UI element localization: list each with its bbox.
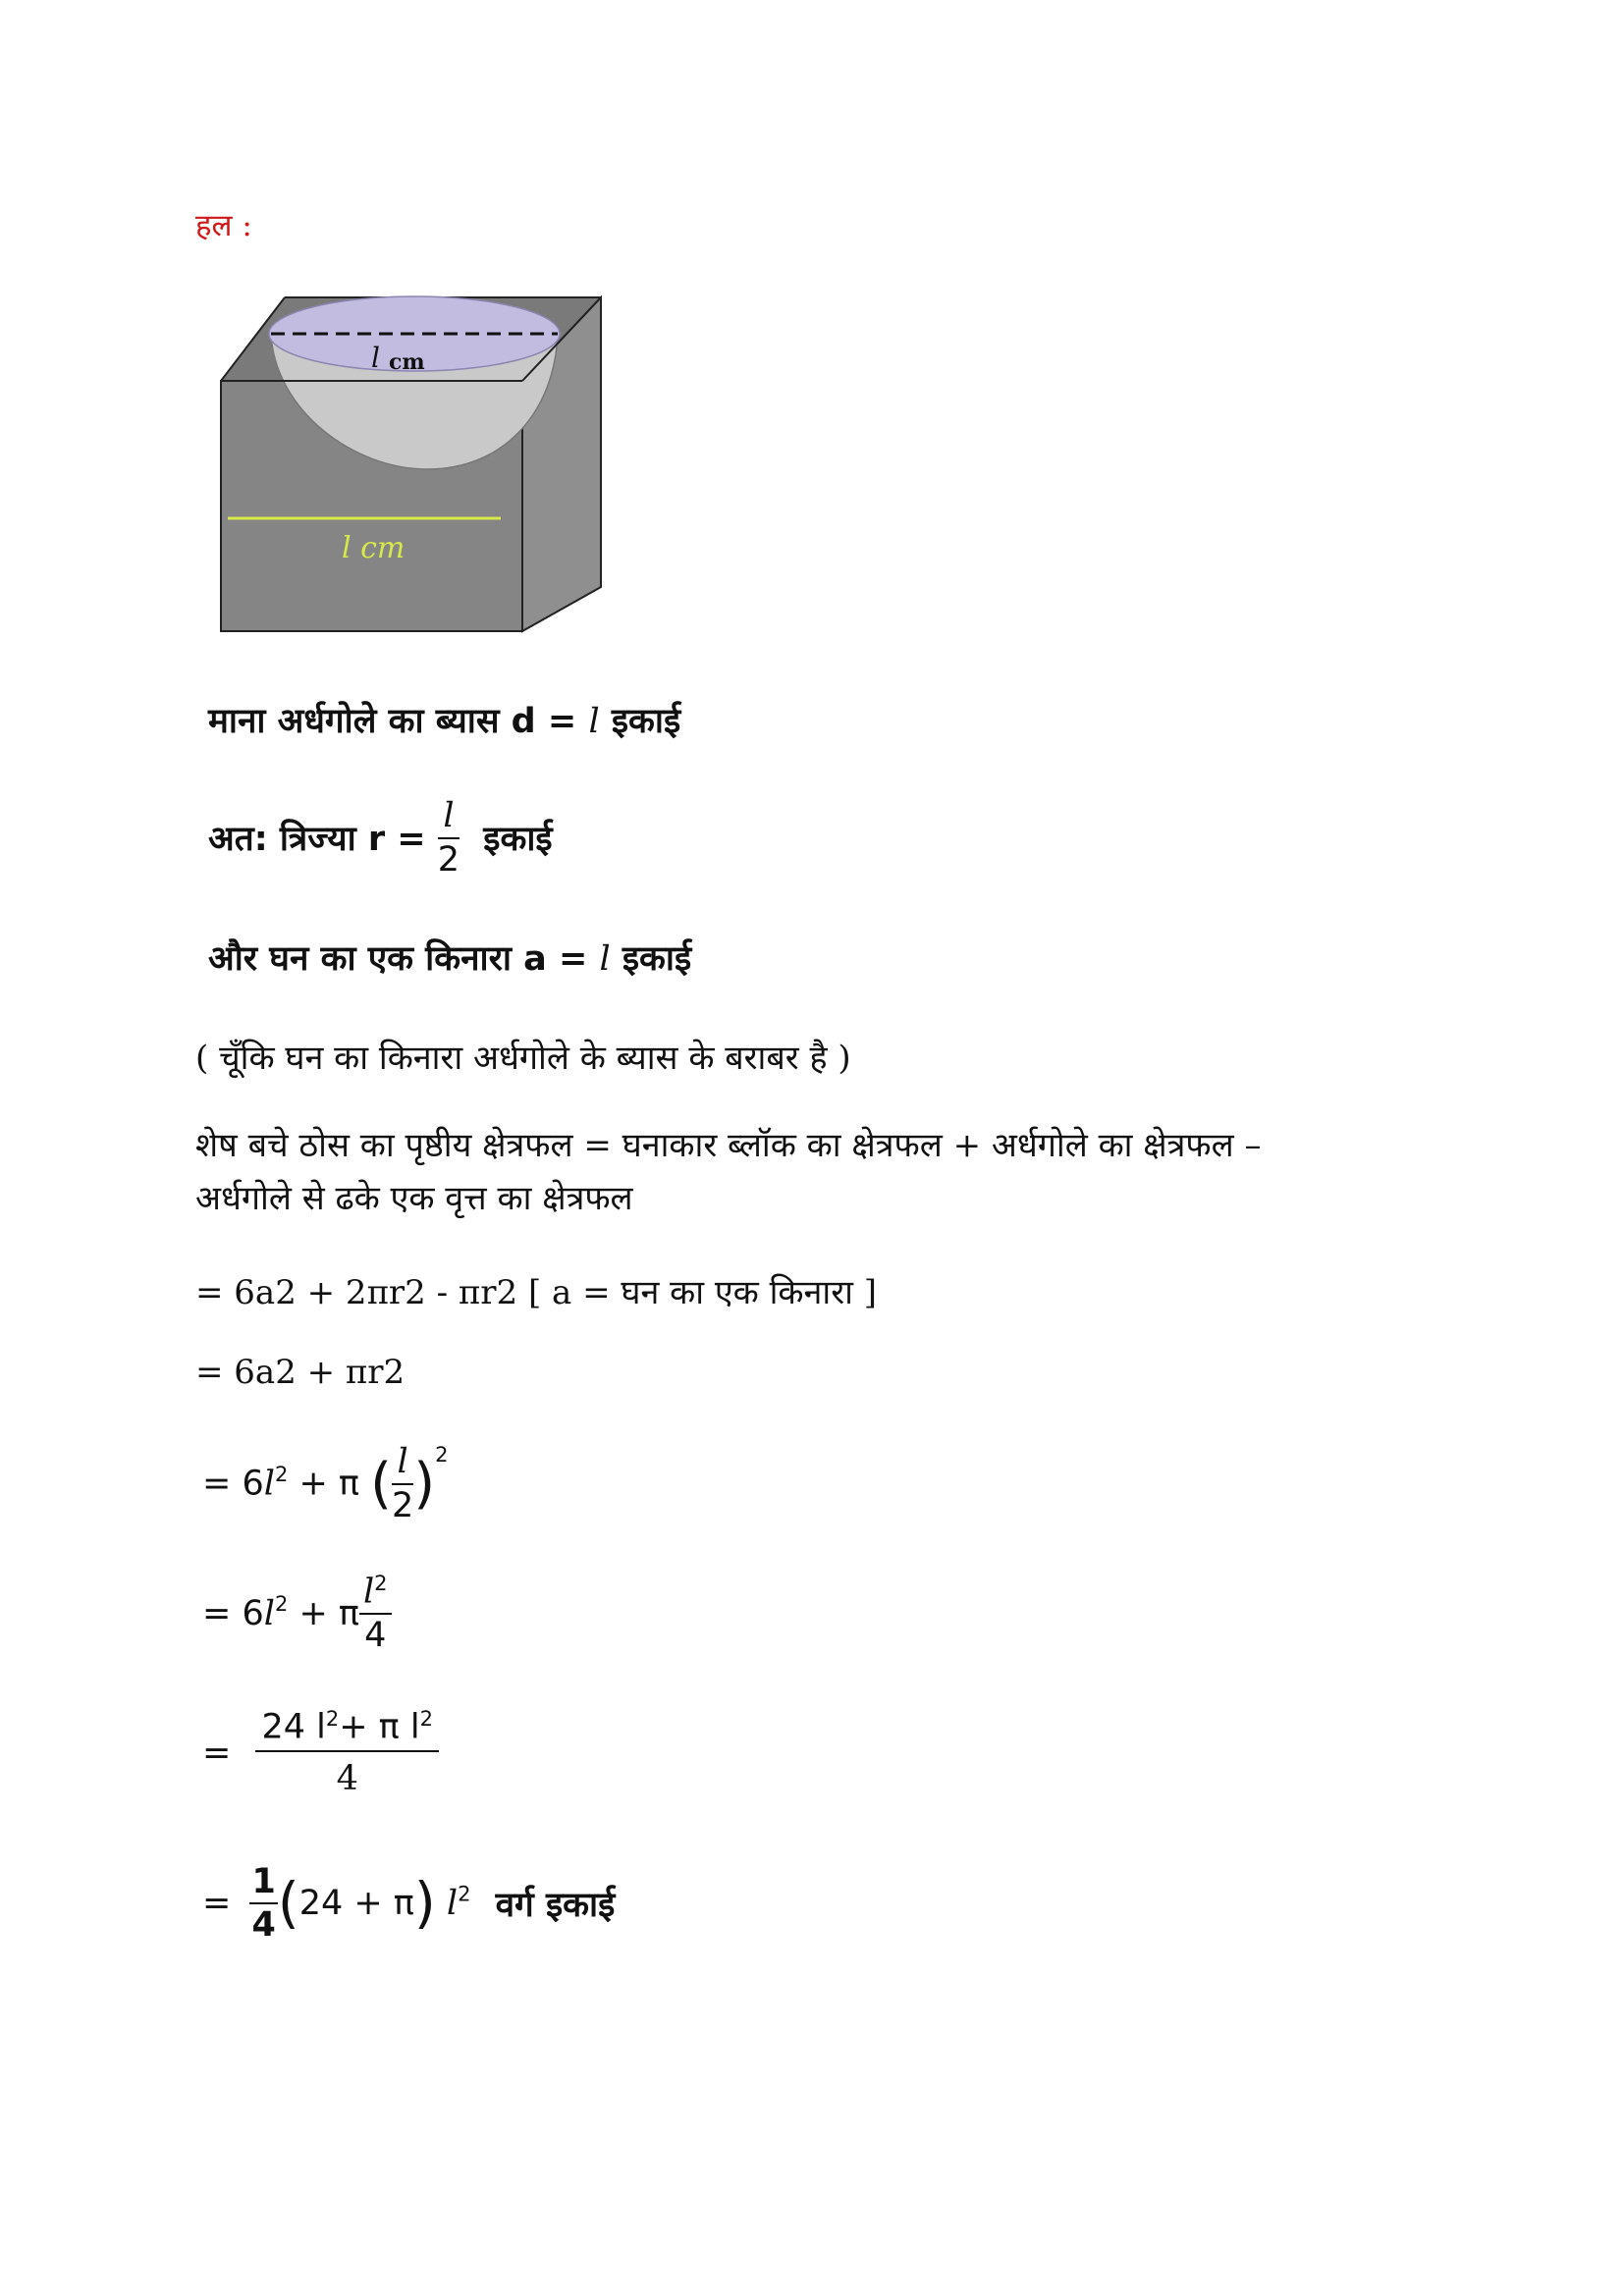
eq3-numerator-b: + π l <box>339 1707 420 1747</box>
eq2-var: l <box>263 1593 275 1633</box>
eq4-fraction <box>249 1863 277 1944</box>
eq1-fraction <box>392 1443 413 1524</box>
eq2-numerator-exp: 2 <box>374 1572 388 1595</box>
formula-line-1: = 6a2 + 2πr2 - πr2 [ a = घन का एक किनारा ] <box>195 1273 877 1312</box>
radius-text: अत: त्रिज्या r = <box>208 820 438 859</box>
reason-line: ( चूँकि घन का किनारा अर्धगोले के ब्यास के बराबर है ) <box>195 1039 851 1078</box>
eq4-var: l <box>446 1884 459 1923</box>
equation-2 <box>202 1573 392 1655</box>
surface-area-line-1: शेष बचे ठोस का पृष्ठीय क्षेत्रफल = घनाकार ब्लॉक का क्षेत्रफल + अर्धगोले का क्षेत्रफल – <box>195 1126 1262 1165</box>
diameter-text: माना अर्धगोले का ब्यास d = <box>208 702 589 741</box>
eq4-numerator: 1 <box>249 1863 277 1904</box>
edge-var: l <box>599 939 611 979</box>
edge-statement <box>208 934 691 981</box>
surface-area-line-2: अर्धगोले से ढके एक वृत्त का क्षेत्रफल <box>195 1179 633 1218</box>
equation-3 <box>202 1708 439 1798</box>
radius-unit: इकाई <box>483 820 553 859</box>
eq4-unit: वर्ग इकाई <box>495 1885 616 1925</box>
radius-statement <box>208 797 553 879</box>
eq3-denominator: 4 <box>336 1759 358 1799</box>
eq1-denominator: 2 <box>391 1485 414 1525</box>
edge-length-label: l cm <box>342 531 406 565</box>
eq3-numerator-exp-b: 2 <box>419 1707 433 1731</box>
eq2-numerator-var: l <box>362 1572 375 1612</box>
eq3-numerator-a: 24 l <box>261 1707 326 1747</box>
diameter-unit-text: इकाई <box>599 702 681 741</box>
solution-heading: हल : <box>195 208 252 243</box>
radius-fraction <box>438 797 460 879</box>
eq4-left-paren: ( <box>277 1871 299 1936</box>
edge-text: और घन का एक किनारा a = <box>208 939 600 979</box>
eq3-equals: = <box>202 1733 232 1773</box>
eq4-right-paren: ) <box>413 1871 436 1936</box>
eq1-right-paren: ) <box>413 1452 436 1516</box>
eq4-denominator: 4 <box>251 1904 276 1945</box>
eq4-body: 24 + π <box>298 1884 414 1923</box>
radius-denominator: 2 <box>437 839 460 880</box>
eq4-exp: 2 <box>458 1882 471 1906</box>
equation-4 <box>202 1863 615 1944</box>
eq3-fraction <box>255 1708 439 1798</box>
eq2-fraction <box>359 1573 392 1655</box>
eq1-var: l <box>263 1464 275 1504</box>
eq1-prefix: = 6 <box>202 1464 264 1504</box>
equation-1 <box>202 1443 448 1524</box>
edge-unit-text: इकाई <box>610 939 692 979</box>
eq2-plus-pi: + π <box>288 1593 359 1633</box>
eq2-denominator: 4 <box>364 1616 387 1656</box>
radius-numerator: l <box>438 797 460 839</box>
eq1-plus-pi: + π <box>288 1464 371 1504</box>
eq4-equals: = <box>202 1884 232 1923</box>
eq1-exp-outer: 2 <box>435 1443 449 1467</box>
eq1-exp: 2 <box>274 1462 289 1486</box>
formula-line-2: = 6a2 + πr2 <box>195 1353 406 1392</box>
eq2-prefix: = 6 <box>202 1593 264 1633</box>
eq3-numerator-exp-a: 2 <box>325 1707 340 1731</box>
diameter-unit: cm <box>389 349 425 375</box>
eq1-left-paren: ( <box>370 1452 392 1516</box>
diameter-label: l <box>371 342 380 374</box>
cube-hemisphere-figure <box>216 293 609 636</box>
diameter-statement <box>208 697 680 743</box>
eq2-exp: 2 <box>274 1592 289 1617</box>
diameter-var: l <box>588 702 600 741</box>
eq1-numerator: l <box>392 1443 413 1485</box>
